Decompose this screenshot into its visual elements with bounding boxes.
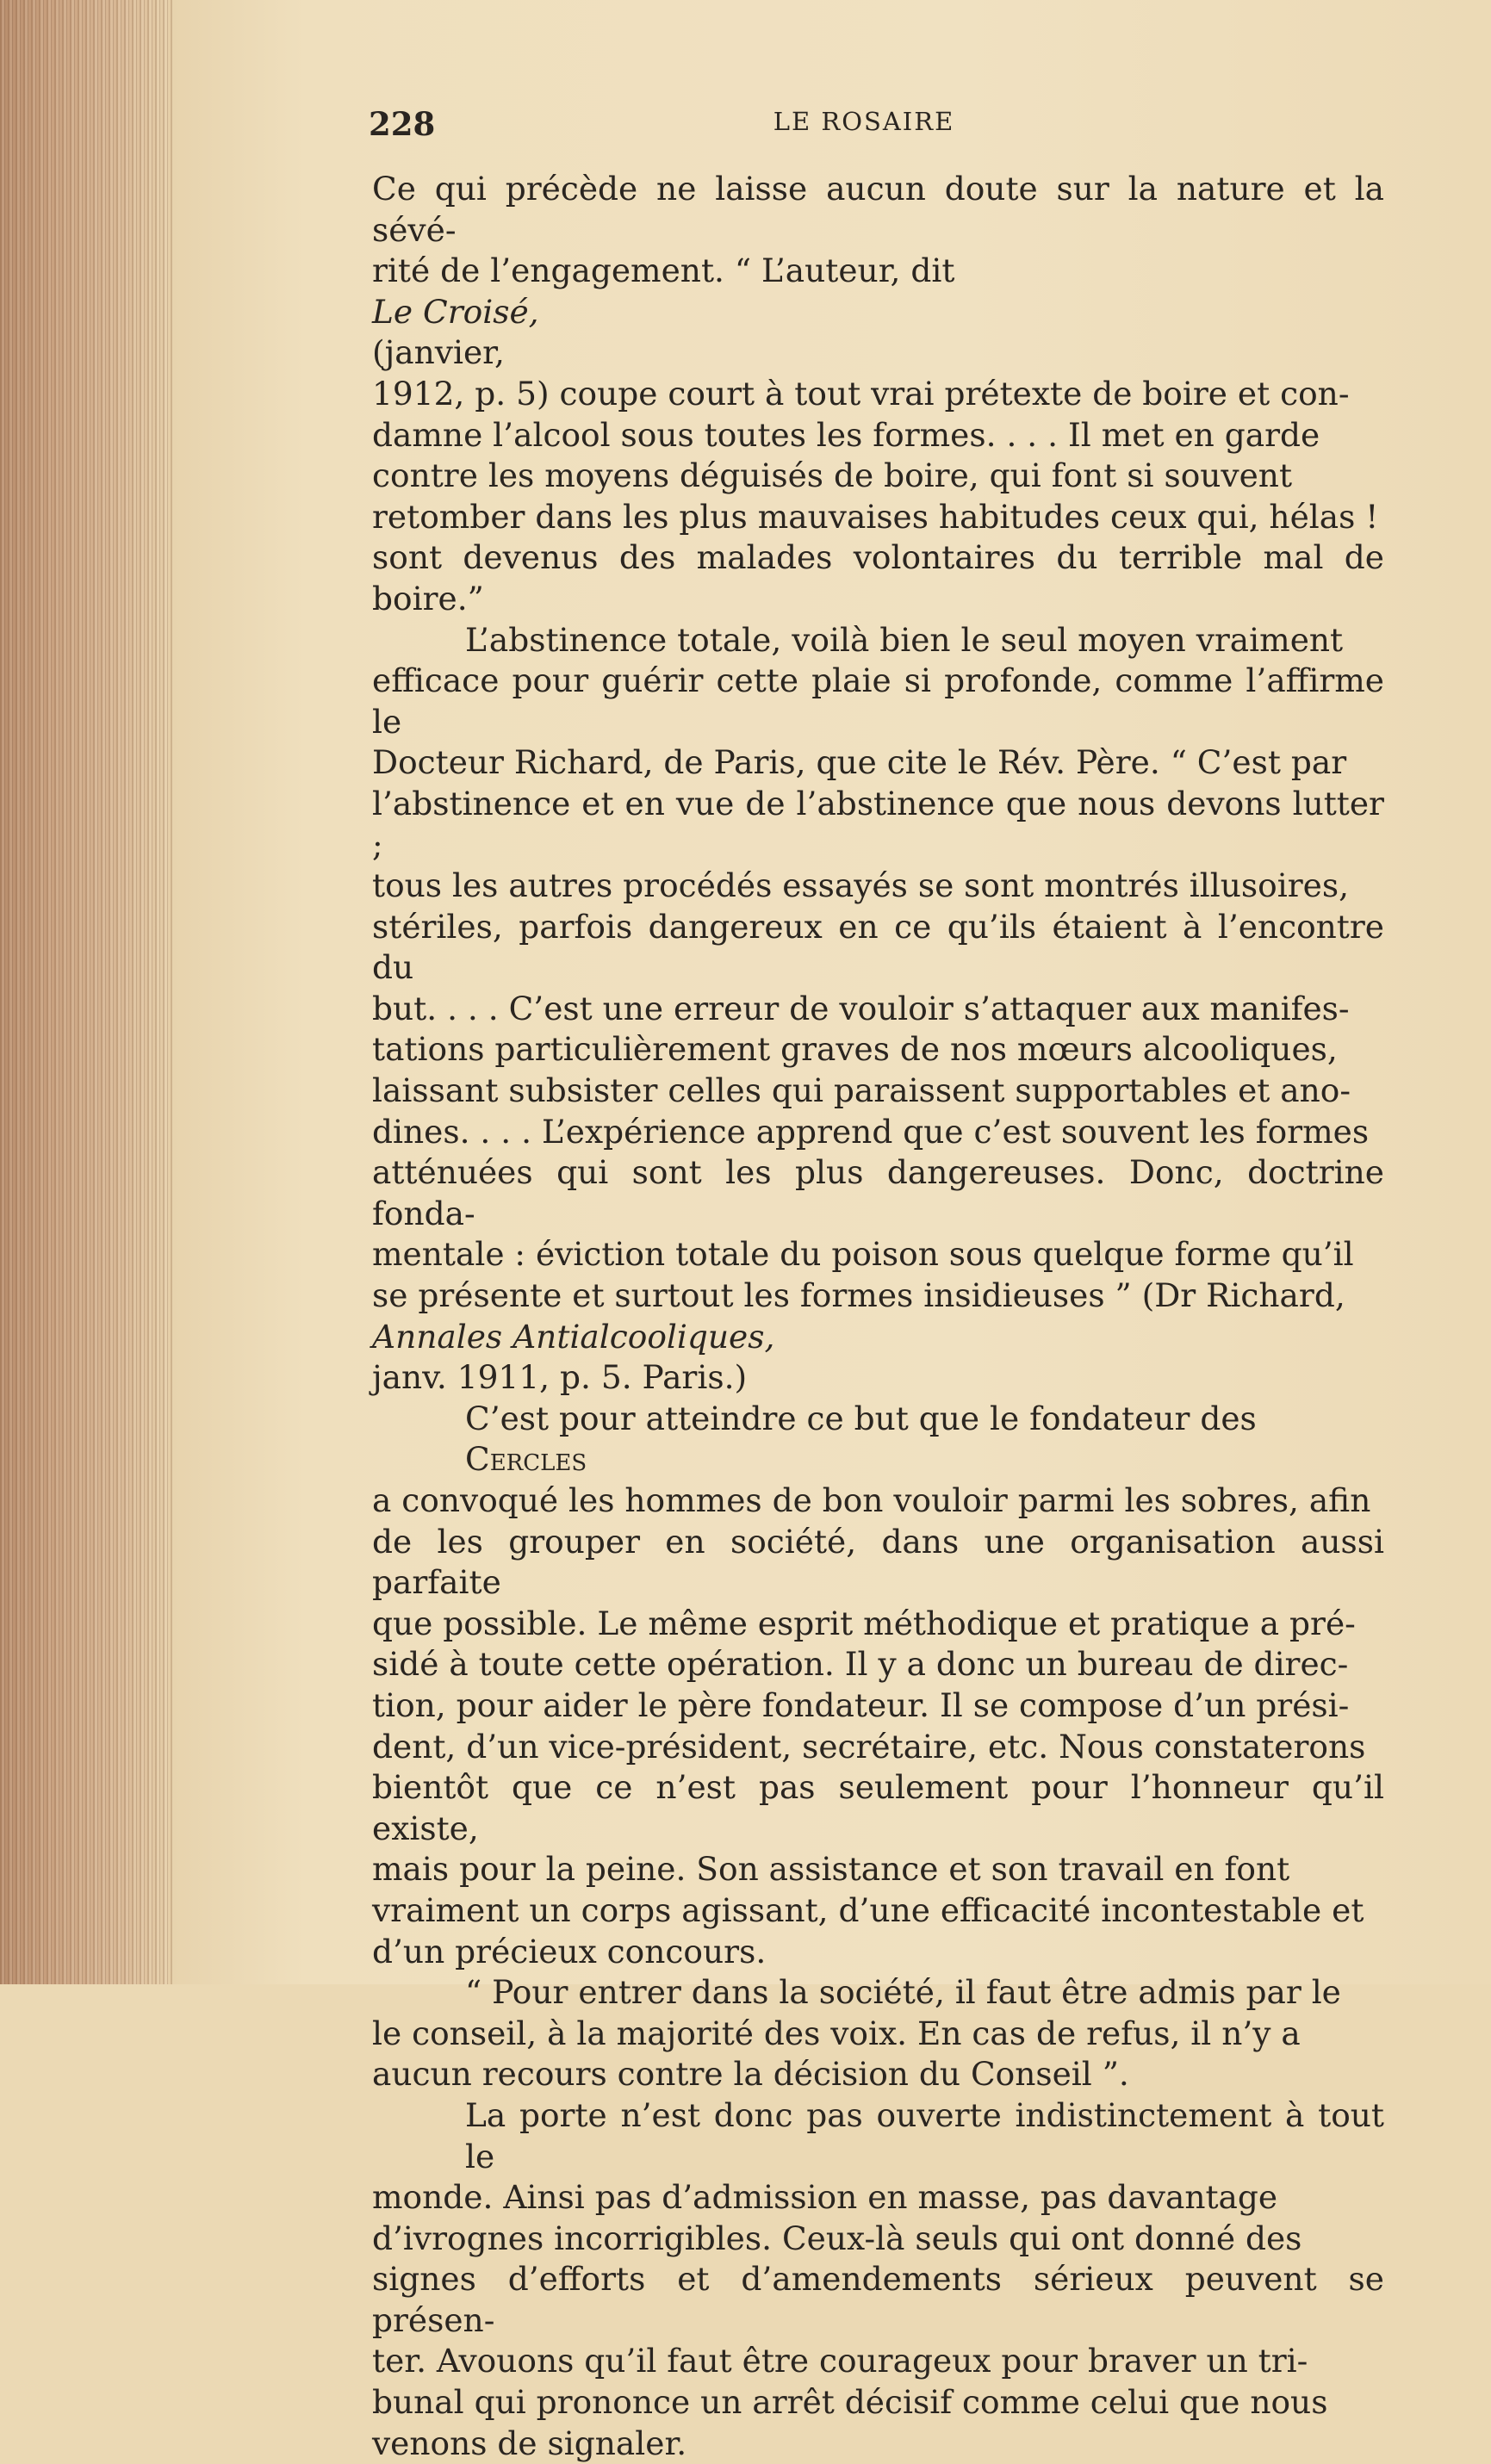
text-line: stériles, parfois dangereux en ce qu’ils étaient à l’encontre du [372,907,1384,987]
text-line [372,1317,1384,1399]
text-line: ter. Avouons qu’il faut être courageux pour braver un tri- [372,2342,1308,2380]
text-line: L’abstinence totale, voilà bien le seul moyen vraiment [465,620,1344,659]
body-text [372,169,1384,2464]
paragraph-2 [372,620,1384,1399]
text-line: Ce qui précède ne laisse aucun doute sur la nature et la sévé- [372,170,1384,249]
text-line [372,251,1384,374]
small-caps-cercles: Cercles [465,1440,587,1479]
page-number: 228 [369,105,436,143]
text-line: d’ivrognes incorrigibles. Ceux-là seuls qui ont donné des [372,2219,1302,2257]
text-line: a convoqué les hommes de bon vouloir parmi les sobres, afin [372,1481,1371,1519]
text-line: dines. . . . L’expérience apprend que c’est souvent les formes [372,1112,1370,1151]
text-line: mais pour la peine. Son assistance et son travail en font [372,1850,1290,1889]
paragraph-4 [372,1972,1384,2095]
text-line: mentale : éviction totale du poison sous quelque forme qu’il [372,1235,1354,1274]
italic-title-le-croise: Le Croisé, [372,292,539,331]
text-fragment: (janvier, [372,333,505,372]
book-gutter [0,0,174,1984]
text-line: tations particulièrement graves de nos mœurs alcooliques, [372,1030,1338,1069]
text-line: tion, pour aider le père fondateur. Il se compose d’un prési- [372,1685,1350,1724]
text-line: bientôt que ce n’est pas seulement pour l’honneur qu’il existe, [372,1768,1384,1847]
text-line: but. . . . C’est une erreur de vouloir s’attaquer aux manifes- [372,989,1350,1027]
page-header [369,105,1359,148]
text-line [372,1399,1384,1480]
text-line: 1912, p. 5) coupe court à tout vrai prétexte de boire et con- [372,374,1350,413]
running-title: LE ROSAIRE [773,107,955,136]
text-line: Docteur Richard, de Paris, que cite le Rév. Père. “ C’est par [372,743,1347,782]
text-line: sidé à toute cette opération. Il y a donc un bureau de direc- [372,1645,1349,1684]
text-line: retomber dans les plus mauvaises habitudes ceux qui, hélas ! [372,497,1379,536]
text-line: damne l’alcool sous toutes les formes. . . . Il met en garde [372,415,1320,454]
text-line: d’un précieux concours. [372,1932,767,1971]
text-line: laissant subsister celles qui paraissent supportables et ano- [372,1071,1351,1110]
text-line: de les grouper en société, dans une organisation aussi parfaite [372,1522,1384,1602]
text-line: dent, d’un vice-président, secrétaire, etc. Nous constaterons [372,1727,1366,1766]
text-line: le conseil, à la majorité des voix. En cas de refus, il n’y a [372,2014,1301,2052]
text-line: bunal qui prononce un arrêt décisif comme celui que nous [372,2383,1328,2422]
text-line: sont devenus des malades volontaires du terrible mal de boire.” [372,538,1384,618]
text-line: contre les moyens déguisés de boire, qui font si souvent [372,456,1293,495]
text-line: se présente et surtout les formes insidieuses ” (Dr Richard, [372,1276,1345,1315]
text-line: La porte n’est donc pas ouverte indistinctement à tout le [465,2095,1384,2175]
text-line: que possible. Le même esprit méthodique et pratique a pré- [372,1604,1356,1642]
text-line: monde. Ainsi pas d’admission en masse, pas davantage [372,2178,1278,2217]
paragraph-3 [372,1399,1384,1972]
text-line: signes d’efforts et d’amendements sérieux peuvent se présen- [372,2260,1384,2339]
text-line: efficace pour guérir cette plaie si profonde, comme l’affirme le [372,661,1384,741]
text-fragment: C’est pour atteindre ce but que le fondateur des [465,1399,1257,1437]
text-fragment: rité de l’engagement. “ L’auteur, dit [372,251,955,290]
text-line: tous les autres procédés essayés se sont montrés illusoires, [372,866,1350,905]
italic-title-annales: Annales Antialcooliques, [372,1317,775,1356]
text-line: vraiment un corps agissant, d’une efficacité incontestable et [372,1890,1364,1929]
text-fragment: janv. 1911, p. 5. Paris.) [372,1358,748,1397]
text-line: “ Pour entrer dans la société, il faut être admis par le [465,1973,1341,2012]
text-line: atténuées qui sont les plus dangereuses. Donc, doctrine fonda- [372,1153,1384,1232]
paragraph-1 [372,169,1384,620]
text-line: venons de signaler. [372,2424,687,2462]
text-line: l’abstinence et en vue de l’abstinence que nous devons lutter ; [372,784,1384,864]
text-line: aucun recours contre la décision du Conseil ”. [372,2055,1129,2094]
paragraph-5 [372,2095,1384,2464]
